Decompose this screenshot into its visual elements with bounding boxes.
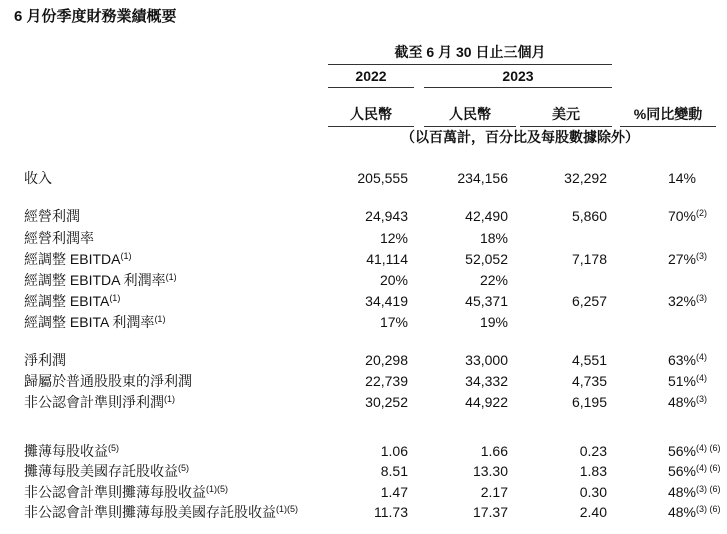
year-2022: 2022 bbox=[355, 68, 387, 84]
cell-yoy-change: 63% (4) bbox=[667, 352, 707, 368]
cell-yoy-change: 56% (4) (6) bbox=[667, 443, 721, 459]
cell-value: 32,292 bbox=[564, 170, 607, 186]
cell-rmb-2022 bbox=[308, 228, 408, 248]
row-label-text: 非公認會計準則淨利潤 bbox=[24, 394, 164, 410]
table-row bbox=[0, 228, 727, 248]
cell-value: 2.40 bbox=[579, 504, 607, 520]
row-label-text: 收入 bbox=[24, 170, 52, 186]
cell-usd-2023 bbox=[508, 502, 607, 522]
cell-yoy-change: 48% (3) (6) bbox=[667, 484, 721, 500]
cell-value: 44,922 bbox=[465, 394, 508, 410]
cell-value: 63% bbox=[667, 352, 696, 368]
cell-value: 234,156 bbox=[457, 170, 508, 186]
footnote-marker: (1) bbox=[164, 394, 175, 404]
table-row bbox=[0, 291, 727, 311]
cell-rmb-2022 bbox=[308, 312, 408, 332]
cell-yoy-change: 48% (3) bbox=[667, 394, 707, 410]
cell-rmb-2022 bbox=[308, 206, 408, 226]
row-label bbox=[24, 502, 298, 522]
cell-rmb-2022 bbox=[308, 441, 408, 461]
cell-value: 7,178 bbox=[571, 251, 607, 267]
cell-value: 5,860 bbox=[571, 208, 607, 224]
cell-value: 6,195 bbox=[571, 394, 607, 410]
cell-value: 70% bbox=[667, 208, 696, 224]
cell-value: 19% bbox=[479, 314, 508, 330]
row-label bbox=[24, 312, 165, 332]
cell-value: 0.23 bbox=[579, 443, 607, 459]
row-label-text: 經營利潤 bbox=[24, 208, 80, 224]
cell-value: 17.37 bbox=[472, 504, 508, 520]
row-label bbox=[24, 168, 52, 188]
footnote-marker: (5) bbox=[178, 463, 189, 473]
cell-rmb-2023 bbox=[408, 482, 508, 502]
footnote-marker: (1) bbox=[109, 293, 121, 303]
cell-value: 22% bbox=[479, 272, 508, 288]
cell-value: 33,000 bbox=[465, 352, 508, 368]
cell-value: 56% bbox=[667, 443, 696, 459]
cell-value: 4,551 bbox=[571, 352, 607, 368]
cell-value: 48% bbox=[667, 484, 696, 500]
cell-yoy-change bbox=[600, 168, 696, 188]
cell-rmb-2022 bbox=[308, 502, 408, 522]
row-label-text: 攤薄每股收益 bbox=[24, 443, 108, 459]
row-label bbox=[24, 291, 120, 311]
cell-value: 20,298 bbox=[365, 352, 408, 368]
cell-rmb-2023 bbox=[408, 392, 508, 412]
column-header-usd-2023: 美元 bbox=[552, 106, 580, 122]
cell-value: 11.73 bbox=[374, 504, 408, 520]
cell-value: 34,419 bbox=[365, 293, 408, 309]
cell-value: 12% bbox=[379, 230, 408, 246]
table-row bbox=[0, 249, 727, 269]
cell-value: 48% bbox=[667, 504, 696, 520]
cell-usd-2023 bbox=[508, 291, 607, 311]
row-label-text: 經調整 EBITDA bbox=[24, 251, 121, 267]
cell-usd-2023 bbox=[508, 168, 607, 188]
row-label-text: 經調整 EBITA bbox=[24, 293, 110, 309]
cell-rmb-2023 bbox=[408, 168, 508, 188]
cell-rmb-2023 bbox=[408, 502, 508, 522]
row-label bbox=[24, 371, 192, 391]
cell-value: 24,943 bbox=[365, 208, 408, 224]
period-rule bbox=[328, 64, 612, 65]
row-label-text: 非公認會計準則攤薄每股收益 bbox=[24, 484, 206, 500]
cell-yoy-change: 56% (4) (6) bbox=[667, 463, 721, 479]
footnote-marker: (1) bbox=[120, 251, 132, 261]
cell-value: 1.47 bbox=[380, 484, 408, 500]
cell-rmb-2022 bbox=[308, 482, 408, 502]
cell-rmb-2023 bbox=[408, 249, 508, 269]
cell-value: 0.30 bbox=[579, 484, 607, 500]
cell-value: 1.06 bbox=[380, 443, 408, 459]
table-row bbox=[0, 168, 727, 188]
cell-yoy-change: 70% (2) bbox=[667, 208, 707, 224]
cell-value: 20% bbox=[379, 272, 408, 288]
cell-value: 30,252 bbox=[365, 394, 408, 410]
cell-value: 51% bbox=[667, 373, 696, 389]
cell-value: 1.83 bbox=[579, 463, 607, 479]
table-row bbox=[0, 392, 727, 412]
cell-value: 2.17 bbox=[480, 484, 508, 500]
cell-rmb-2023 bbox=[408, 206, 508, 226]
footnote-marker: (1) bbox=[165, 272, 177, 282]
footnote-marker: (1)(5) bbox=[206, 484, 228, 494]
cell-rmb-2023 bbox=[408, 270, 508, 290]
table-row bbox=[0, 461, 727, 481]
cell-rmb-2023 bbox=[408, 461, 508, 481]
cell-value: 27% bbox=[667, 251, 696, 267]
cell-value: 56% bbox=[667, 463, 696, 479]
cell-value: 45,371 bbox=[465, 293, 508, 309]
row-label-text: 攤薄每股美國存託股收益 bbox=[24, 463, 178, 479]
cell-value: 52,052 bbox=[465, 251, 508, 267]
cell-yoy-change: 51% (4) bbox=[667, 373, 707, 389]
cell-value: 42,490 bbox=[465, 208, 508, 224]
cell-rmb-2023 bbox=[408, 371, 508, 391]
row-label bbox=[24, 482, 228, 502]
table-row bbox=[0, 206, 727, 226]
cell-value: 34,332 bbox=[465, 373, 508, 389]
table-row bbox=[0, 270, 727, 290]
cell-value: 205,555 bbox=[357, 170, 408, 186]
cell-value: 13.30 bbox=[472, 463, 508, 479]
cell-value: 14% bbox=[667, 170, 696, 186]
cell-value: 48% bbox=[667, 394, 696, 410]
row-label-text: 經營利潤率 bbox=[24, 230, 94, 246]
cell-rmb-2022 bbox=[308, 392, 408, 412]
cell-value: 22,739 bbox=[365, 373, 408, 389]
cell-yoy-change: 48% (3) (6) bbox=[667, 504, 721, 520]
cell-usd-2023 bbox=[508, 350, 607, 370]
cell-usd-2023 bbox=[508, 392, 607, 412]
cell-value: 17% bbox=[379, 314, 408, 330]
table-row bbox=[0, 441, 727, 461]
cell-rmb-2022 bbox=[308, 461, 408, 481]
row-label bbox=[24, 206, 80, 226]
row-label-text: 淨利潤 bbox=[24, 352, 66, 368]
cell-rmb-2023 bbox=[408, 350, 508, 370]
cell-value: 4,735 bbox=[571, 373, 607, 389]
footnote-marker: (1) bbox=[154, 314, 166, 324]
cell-rmb-2022 bbox=[308, 270, 408, 290]
cell-rmb-2022 bbox=[308, 350, 408, 370]
cell-usd-2023 bbox=[508, 482, 607, 502]
cell-yoy-change: 27% (3) bbox=[667, 251, 707, 267]
row-label bbox=[24, 441, 119, 461]
cell-value: 41,114 bbox=[366, 251, 408, 267]
column-header-yoy-change: %同比變動 bbox=[633, 106, 703, 122]
year-rule-2023 bbox=[424, 87, 612, 88]
cell-value: 8.51 bbox=[380, 463, 408, 479]
cell-rmb-2023 bbox=[408, 228, 508, 248]
cell-value: 1.66 bbox=[480, 443, 508, 459]
row-label-text: 歸屬於普通股股東的淨利潤 bbox=[24, 373, 192, 389]
period-header: 截至 6 月 30 日止三個月 bbox=[394, 44, 546, 60]
table-row bbox=[0, 350, 727, 370]
footnote-marker: (1)(5) bbox=[276, 504, 298, 514]
row-label bbox=[24, 392, 175, 412]
row-label bbox=[24, 350, 66, 370]
footnote-marker: (5) bbox=[108, 443, 119, 453]
row-label bbox=[24, 270, 177, 290]
row-label-text: 非公認會計準則攤薄每股美國存託股收益 bbox=[24, 504, 276, 520]
cell-yoy-change: 32% (3) bbox=[667, 293, 707, 309]
year-2023: 2023 bbox=[502, 68, 534, 84]
cell-rmb-2023 bbox=[408, 291, 508, 311]
cell-value: 6,257 bbox=[571, 293, 607, 309]
cell-rmb-2022 bbox=[308, 168, 408, 188]
year-rule-2022 bbox=[328, 87, 414, 88]
table-row bbox=[0, 312, 727, 332]
cell-rmb-2022 bbox=[308, 291, 408, 311]
table-row bbox=[0, 482, 727, 502]
cell-usd-2023 bbox=[508, 206, 607, 226]
page-title: 6 月份季度財務業績概要 bbox=[14, 8, 177, 25]
units-note: （以百萬計，百分比及每股數據除外） bbox=[401, 129, 639, 145]
cell-usd-2023 bbox=[508, 441, 607, 461]
cell-rmb-2023 bbox=[408, 441, 508, 461]
row-label bbox=[24, 461, 189, 481]
cell-rmb-2022 bbox=[308, 371, 408, 391]
column-header-rmb-2022: 人民幣 bbox=[350, 106, 392, 122]
table-row bbox=[0, 502, 727, 522]
row-label-text: 經調整 EBITDA 利潤率 bbox=[24, 272, 166, 288]
column-header-rmb-2023: 人民幣 bbox=[449, 106, 491, 122]
cell-value: 18% bbox=[479, 230, 508, 246]
cell-value: 32% bbox=[667, 293, 696, 309]
cell-usd-2023 bbox=[508, 249, 607, 269]
cell-rmb-2022 bbox=[308, 249, 408, 269]
cell-usd-2023 bbox=[508, 461, 607, 481]
cell-usd-2023 bbox=[508, 371, 607, 391]
row-label bbox=[24, 228, 94, 248]
table-row bbox=[0, 371, 727, 391]
row-label bbox=[24, 249, 131, 269]
cell-rmb-2023 bbox=[408, 312, 508, 332]
row-label-text: 經調整 EBITA 利潤率 bbox=[24, 314, 155, 330]
